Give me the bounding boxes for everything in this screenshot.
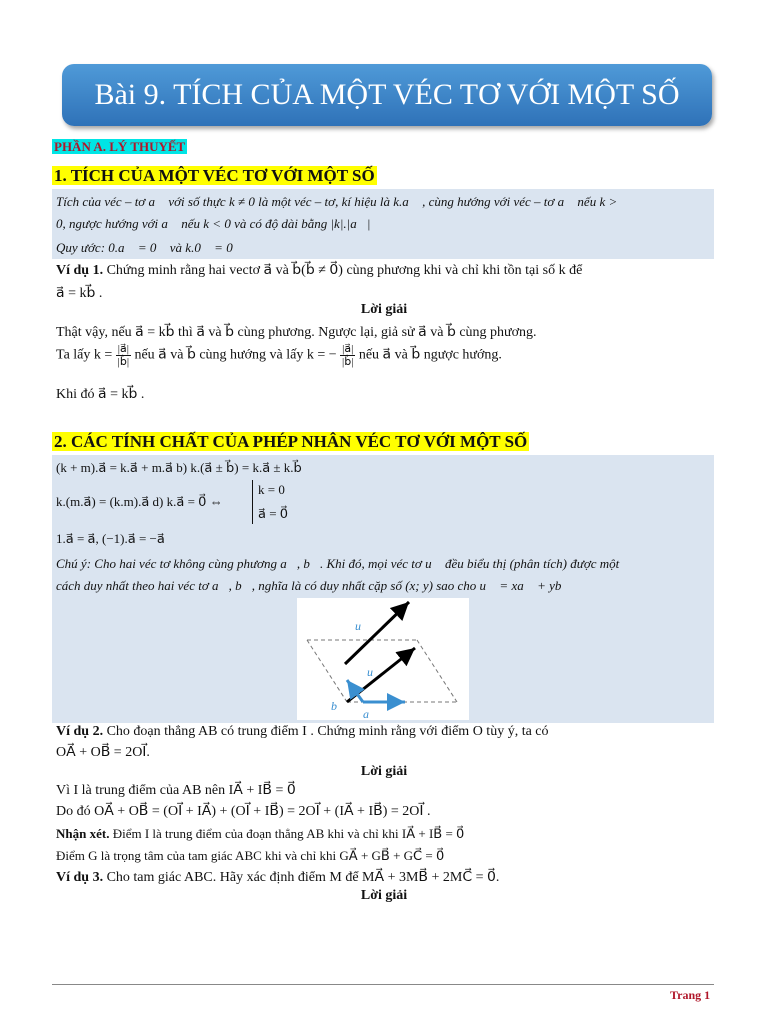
definition-line-2: 0, ngược hướng với a⃗ nếu k < 0 và có độ dài bằng |k|.|a⃗| xyxy=(56,216,371,231)
note-line-2: cách duy nhất theo hai véc tơ a⃗, b⃗, nghĩa là có duy nhất cặp số (x; y) sao cho u⃗ = xa⃗ + yb⃗ xyxy=(56,578,572,593)
property-case-2: a⃗ = 0⃗ xyxy=(258,506,289,521)
label-a: a⃗ xyxy=(363,707,379,720)
vector-decomposition-figure xyxy=(297,598,469,720)
footer-divider xyxy=(52,984,714,985)
solution-heading-3: Lời giải xyxy=(360,888,408,903)
heading-1: 1. TÍCH CỦA MỘT VÉC TƠ VỚI MỘT SỐ xyxy=(54,166,375,185)
property-line-2: k.(m.a⃗) = (k.m).a⃗ d) k.a⃗ = 0⃗ ⇔ xyxy=(56,494,223,509)
convention: Quy ước: 0.a⃗ = 0⃗ và k.0⃗ = 0⃗ xyxy=(56,240,243,255)
solution-heading-1: Lời giải xyxy=(360,302,408,317)
example-1-line-1: Ví dụ 1. Chứng minh rằng hai vectơ a⃗ và b⃗(b⃗ ≠ 0⃗) cùng phương khi và chỉ khi tồn tại số k để xyxy=(56,263,583,278)
solution-heading-2: Lời giải xyxy=(360,764,408,779)
solution-1-line-2: Ta lấy k = $\frac{|a⃗|}{|b⃗|}$ nếu a⃗ và b⃗ cùng hướng và lấy k = − $\frac{|a⃗|}{|b⃗|}$ nếu a⃗ và b⃗ ngược hướng. xyxy=(56,343,502,368)
part-a-label: PHẦN A. LÝ THUYẾT xyxy=(54,139,186,154)
label-b: b⃗ xyxy=(331,699,347,713)
property-case-1: k = 0 xyxy=(258,482,285,497)
label-u-top: u⃗ xyxy=(355,619,371,633)
example-2-line-2: OA⃗ + OB⃗ = 2OI⃗. xyxy=(56,745,150,760)
fraction-abs-a-over-b: $\frac{|a⃗|}{|b⃗|}$ xyxy=(117,343,130,368)
example-2-line-1: Ví dụ 2. Cho đoạn thẳng AB có trung điểm I . Chứng minh rằng với điểm O tùy ý, ta có xyxy=(56,724,549,739)
property-line-1: (k + m).a⃗ = k.a⃗ + m.a⃗ b) k.(a⃗ ± b⃗) = k.a⃗ ± k.b⃗ xyxy=(56,460,302,475)
page-title: Bài 9. TÍCH CỦA MỘT VÉC TƠ VỚI MỘT SỐ xyxy=(62,64,712,126)
solution-2-line-1: Vì I là trung điểm của AB nên IA⃗ + IB⃗ = 0⃗ xyxy=(56,783,296,798)
example-1-line-2: a⃗ = kb⃗ . xyxy=(56,286,103,301)
solution-1-line-3: Khi đó a⃗ = kb⃗ . xyxy=(56,387,145,402)
label-u-main: u⃗ xyxy=(367,665,383,679)
remark-line-2: Điểm G là trọng tâm của tam giác ABC khi và chỉ khi GA⃗ + GB⃗ + GC⃗ = 0⃗ xyxy=(56,848,445,863)
vector-u-top xyxy=(345,602,409,664)
definition-line-1: Tích của véc – tơ a⃗ với số thực k ≠ 0 là một véc – tơ, kí hiệu là k.a⃗ , cùng hướng với véc – tơ a⃗ nếu k > xyxy=(56,194,618,209)
note-line-1: Chú ý: Cho hai véc tơ không cùng phương a⃗, b⃗. Khi đó, mọi véc tơ u⃗ đều biểu thị (phân tích) được một xyxy=(56,556,620,571)
solution-2-line-2: Do đó OA⃗ + OB⃗ = (OI⃗ + IA⃗) + (OI⃗ + IB⃗) = 2OI⃗ + (IA⃗ + IB⃗) = 2OI⃗ . xyxy=(56,804,431,819)
vector-diagram xyxy=(297,598,469,720)
solution-1-line-1: Thật vậy, nếu a⃗ = kb⃗ thì a⃗ và b⃗ cùng phương. Ngược lại, giả sử a⃗ và b⃗ cùng phương. xyxy=(56,325,537,340)
section-label xyxy=(52,139,187,156)
property-line-3: 1.a⃗ = a⃗, (−1).a⃗ = −a⃗ xyxy=(56,531,165,546)
page-number: Trang 1 xyxy=(670,988,711,1002)
heading-2: 2. CÁC TÍNH CHẤT CỦA PHÉP NHÂN VÉC TƠ VỚI MỘT SỐ xyxy=(54,432,528,451)
remark-line-1: Nhận xét. Điểm I là trung điểm của đoạn thẳng AB khi và chỉ khi IA⃗ + IB⃗ = 0⃗ xyxy=(56,826,465,841)
fraction-abs-a-over-b-neg: $\frac{|a⃗|}{|b⃗|}$ xyxy=(342,343,354,368)
example-3-line-1: Ví dụ 3. Cho tam giác ABC. Hãy xác định điểm M để MA⃗ + 3MB⃗ + 2MC⃗ = 0⃗. xyxy=(56,870,500,885)
case-bracket xyxy=(252,480,253,524)
